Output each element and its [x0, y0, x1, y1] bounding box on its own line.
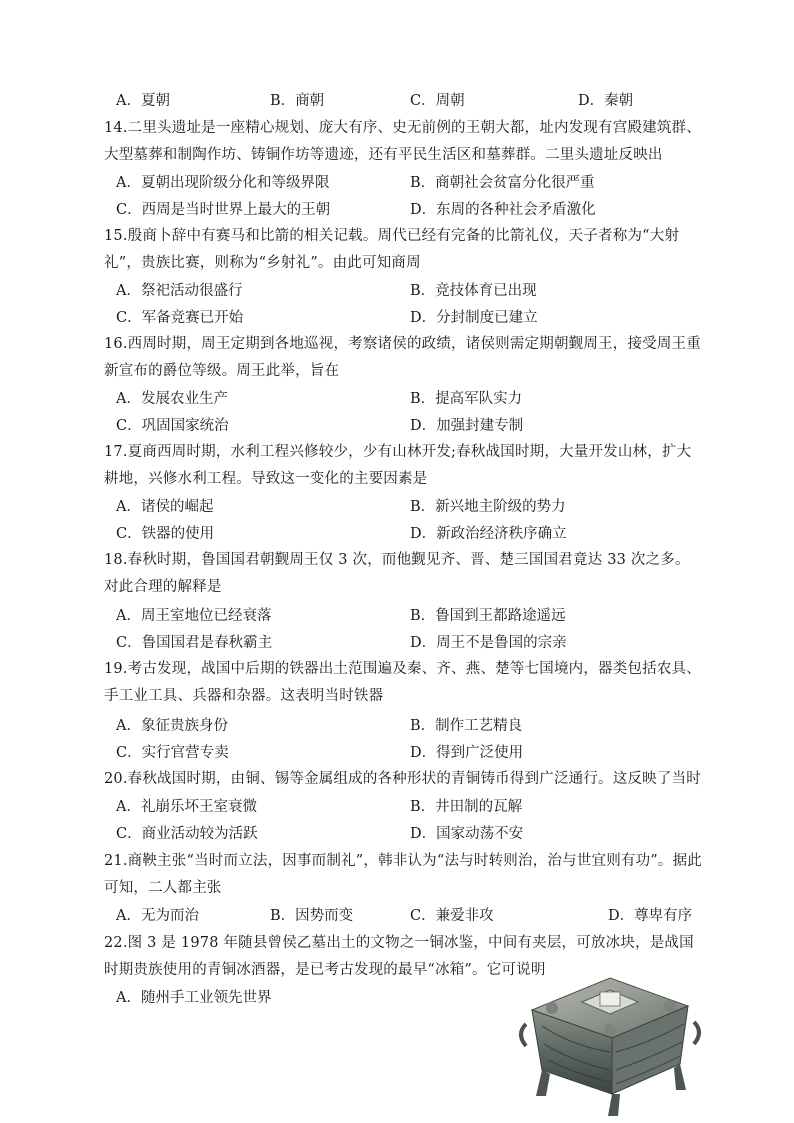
option-14-d: D．东周的各种社会矛盾激化	[410, 202, 596, 218]
option-18-a: A．周王室地位已经衰落	[116, 608, 272, 624]
option-19-d: D．得到广泛使用	[410, 745, 524, 761]
question-18-stem: 18.春秋时期，鲁国国君朝觐周王仅 3 次，而他觐见齐、晋、楚三国国君竟达 33 次之多。对此合理的解释是	[104, 552, 690, 595]
option-21-d: D．尊卑有序	[608, 908, 693, 924]
question-15-stem: 15.殷商卜辞中有赛马和比箭的相关记载。周代已经有完备的比箭礼仪，天子者称为“大射礼”，贵族比赛，则称为“乡射礼”。由此可知商周	[104, 228, 680, 271]
option-17-c: C．铁器的使用	[116, 526, 215, 542]
option-18-c: C．鲁国国君是春秋霸主	[116, 635, 273, 651]
question-20-stem: 20.春秋战国时期，由铜、锡等金属组成的各种形状的青铜铸币得到广泛通行。这反映了当时	[104, 771, 701, 787]
question-14-stem: 14.二里头遗址是一座精心规划、庞大有序、史无前例的王朝大都，址内发现有宫殿建筑群、大型墓葬和制陶作坊、铸铜作坊等遗迹，还有平民生活区和墓葬群。二里头遗址反映出	[104, 120, 701, 163]
option-15-d: D．分封制度已建立	[410, 310, 538, 326]
question-16-stem: 16.西周时期，周王定期到各地巡视，考察诸侯的政绩，诸侯则需定期朝觐周王，接受周王重新宣布的爵位等级。周王此举，旨在	[104, 336, 701, 379]
option-15-c: C．军备竞赛已开始	[116, 310, 244, 326]
option-17-d: D．新政治经济秩序确立	[410, 526, 567, 542]
option-18-b: B．鲁国到王都路途遥远	[410, 608, 566, 624]
option-15-a: A．祭祀活动很盛行	[116, 283, 243, 299]
option-13-c: C．周朝	[410, 93, 465, 109]
option-21-c: C．兼爱非攻	[410, 908, 494, 924]
option-16-b: B．提高军队实力	[410, 391, 523, 407]
option-20-b: B．井田制的瓦解	[410, 799, 523, 815]
option-21-a: A．无为而治	[116, 908, 199, 924]
option-16-d: D．加强封建专制	[410, 418, 524, 434]
option-21-b: B．因势而变	[270, 908, 354, 924]
question-22-stem: 22.图 3 是 1978 年随县曾侯乙墓出土的文物之一铜冰鉴，中间有夹层，可放冰块，是战国时期贵族使用的青铜冰酒器，是已考古发现的最早“冰箱”。它可说明	[104, 935, 694, 978]
option-20-a: A．礼崩乐坏王室衰微	[116, 799, 257, 815]
question-17-stem: 17.夏商西周时期，水利工程兴修较少，少有山林开发;春秋战国时期，大量开发山林，扩大耕地，兴修水利工程。导致这一变化的主要因素是	[104, 444, 692, 487]
option-14-c: C．西周是当时世界上最大的王朝	[116, 202, 331, 218]
option-14-a: A．夏朝出现阶级分化和等级界限	[116, 175, 330, 191]
option-13-a: A．夏朝	[116, 93, 170, 109]
bronze-ice-chest-image	[512, 966, 708, 1120]
option-15-b: B．竞技体育已出现	[410, 283, 537, 299]
option-13-b: B．商朝	[270, 93, 325, 109]
option-17-b: B．新兴地主阶级的势力	[410, 499, 566, 515]
option-18-d: D．周王不是鲁国的宗亲	[410, 635, 567, 651]
option-13-d: D．秦朝	[578, 93, 634, 109]
option-19-a: A．象征贵族身份	[116, 718, 228, 734]
option-19-b: B．制作工艺精良	[410, 718, 523, 734]
option-16-c: C．巩固国家统治	[116, 418, 229, 434]
option-20-c: C．商业活动较为活跃	[116, 826, 258, 842]
question-19-stem: 19.考古发现，战国中后期的铁器出土范围遍及秦、齐、燕、楚等七国境内，器类包括农具、手工业工具、兵器和杂器。这表明当时铁器	[104, 661, 701, 704]
question-21-stem: 21.商鞅主张“当时而立法，因事而制礼”，韩非认为“法与时转则治，治与世宜则有功”。据此可知，二人都主张	[104, 853, 703, 896]
option-14-b: B．商朝社会贫富分化很严重	[410, 175, 595, 191]
option-16-a: A．发展农业生产	[116, 391, 228, 407]
option-17-a: A．诸侯的崛起	[116, 499, 214, 515]
option-22-a: A．随州手工业领先世界	[116, 990, 272, 1006]
option-19-c: C．实行官营专卖	[116, 745, 229, 761]
option-20-d: D．国家动荡不安	[410, 826, 524, 842]
